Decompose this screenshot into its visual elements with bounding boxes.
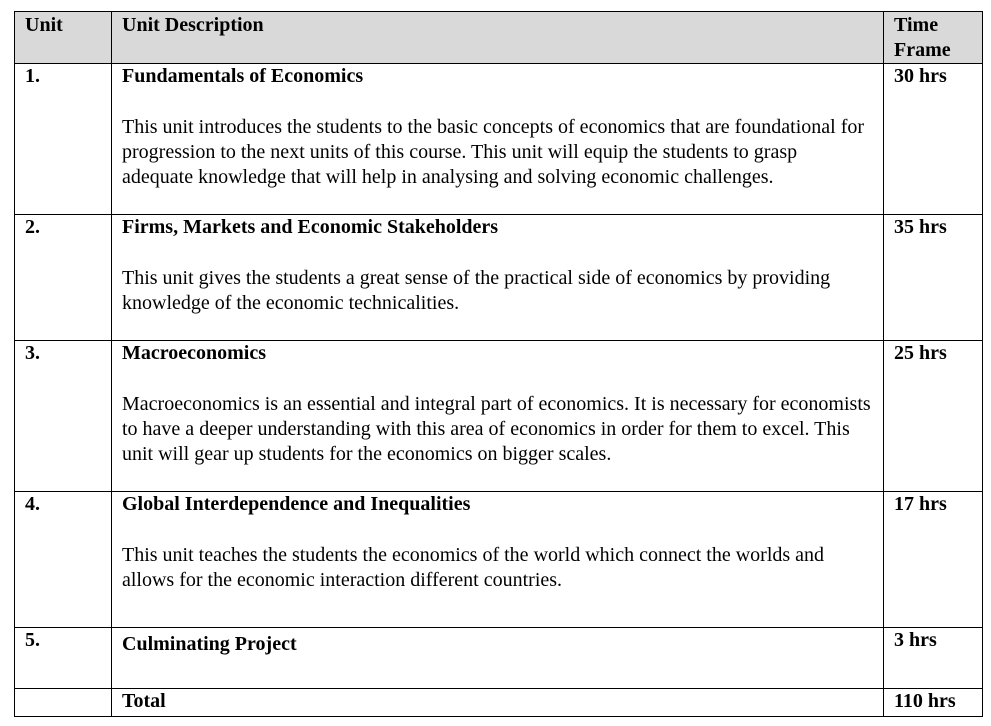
unit-title: Global Interdependence and Inequalities xyxy=(122,493,471,515)
unit-description-cell xyxy=(112,215,884,341)
table-row xyxy=(15,341,983,492)
header-description: Unit Description xyxy=(112,12,884,64)
unit-time-frame: 17 hrs xyxy=(884,492,983,628)
total-label: Total xyxy=(112,689,884,717)
unit-description: This unit introduces the students to the basic concepts of economics that are foundational for progression to the next units of this course. This unit will equip the students to grasp adequate knowledge that will help in analysing and solving economic challenges. xyxy=(122,116,865,188)
unit-title: Fundamentals of Economics xyxy=(122,65,364,87)
unit-description-cell xyxy=(112,628,884,689)
table-row xyxy=(15,628,983,689)
unit-number: 2. xyxy=(15,215,112,341)
unit-time-frame: 35 hrs xyxy=(884,215,983,341)
unit-number: 5. xyxy=(15,628,112,689)
unit-title: Macroeconomics xyxy=(122,342,267,364)
header-time-frame-line2: Frame xyxy=(894,39,951,61)
unit-description-cell xyxy=(112,492,884,628)
unit-title: Culminating Project xyxy=(122,633,297,655)
unit-description: Macroeconomics is an essential and integral part of economics. It is necessary for economists to have a deeper understanding with this area of economics in order for them to excel. This unit will gear up students for the economics on bigger scales. xyxy=(122,393,871,465)
unit-time-frame: 3 hrs xyxy=(884,628,983,689)
unit-number: 4. xyxy=(15,492,112,628)
header-row xyxy=(15,12,983,64)
unit-description-cell xyxy=(112,64,884,215)
unit-title: Firms, Markets and Economic Stakeholders xyxy=(122,216,499,238)
unit-description: This unit teaches the students the economics of the world which connect the worlds and allows for the economic interaction different countries. xyxy=(122,544,825,591)
total-row xyxy=(15,689,983,717)
unit-number: 1. xyxy=(15,64,112,215)
total-time-frame: 110 hrs xyxy=(884,689,983,717)
unit-time-frame: 30 hrs xyxy=(884,64,983,215)
unit-time-frame: 25 hrs xyxy=(884,341,983,492)
unit-description-cell xyxy=(112,341,884,492)
units-table xyxy=(14,11,983,717)
table-row xyxy=(15,64,983,215)
table-row xyxy=(15,215,983,341)
total-unit-cell xyxy=(15,689,112,717)
table-row xyxy=(15,492,983,628)
header-time-frame xyxy=(884,12,983,64)
header-unit: Unit xyxy=(15,12,112,64)
unit-description: This unit gives the students a great sense of the practical side of economics by providing knowledge of the economic technicalities. xyxy=(122,267,831,314)
unit-number: 3. xyxy=(15,341,112,492)
header-time-frame-line1: Time xyxy=(894,14,939,36)
